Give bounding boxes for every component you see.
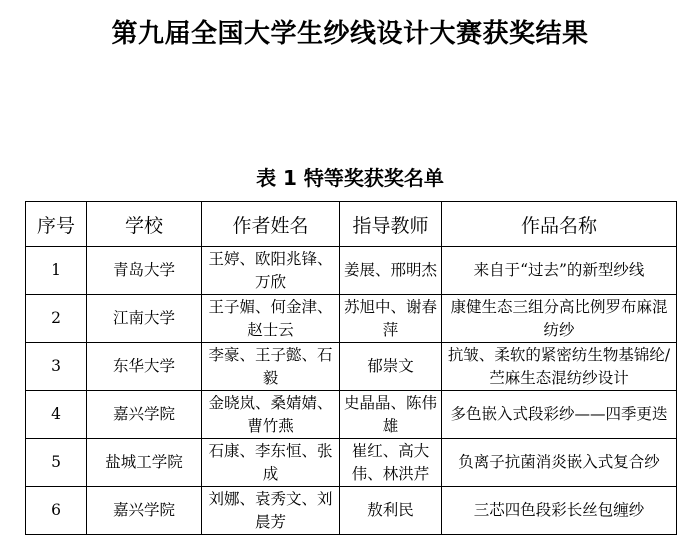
table-row (26, 391, 677, 439)
cell-no: 4 (26, 391, 87, 439)
table-row (26, 487, 677, 535)
table-caption: 表 1 特等奖获奖名单 (256, 166, 444, 190)
cell-no: 5 (26, 439, 87, 487)
cell-no: 1 (26, 247, 87, 295)
cell-author: 刘娜、袁秀文、刘晨芳 (202, 487, 340, 535)
table-row (26, 343, 677, 391)
awards-table (25, 201, 677, 535)
cell-author: 石康、李东恒、张成 (202, 439, 340, 487)
cell-author: 王子媚、何金津、赵士云 (202, 295, 340, 343)
cell-author: 金晓岚、桑婧婧、曹竹燕 (202, 391, 340, 439)
cell-work: 三芯四色段彩长丝包缠纱 (442, 487, 677, 535)
header-work: 作品名称 (442, 202, 677, 247)
cell-advisor: 崔红、高大伟、林洪芹 (340, 439, 442, 487)
cell-advisor: 苏旭中、谢春萍 (340, 295, 442, 343)
table-header-row (26, 202, 677, 247)
cell-author: 李豪、王子懿、石毅 (202, 343, 340, 391)
cell-school: 嘉兴学院 (87, 487, 202, 535)
cell-advisor: 敖利民 (340, 487, 442, 535)
cell-advisor: 姜展、邢明杰 (340, 247, 442, 295)
cell-school: 盐城工学院 (87, 439, 202, 487)
header-school: 学校 (87, 202, 202, 247)
cell-no: 6 (26, 487, 87, 535)
cell-school: 嘉兴学院 (87, 391, 202, 439)
cell-school: 东华大学 (87, 343, 202, 391)
cell-advisor: 郁崇文 (340, 343, 442, 391)
cell-school: 江南大学 (87, 295, 202, 343)
cell-work: 康健生态三组分高比例罗布麻混纺纱 (442, 295, 677, 343)
cell-advisor: 史晶晶、陈伟雄 (340, 391, 442, 439)
cell-no: 2 (26, 295, 87, 343)
header-author: 作者姓名 (202, 202, 340, 247)
header-no: 序号 (26, 202, 87, 247)
cell-work: 抗皱、柔软的紧密纺生物基锦纶/苎麻生态混纺纱设计 (442, 343, 677, 391)
cell-work: 来自于“过去”的新型纱线 (442, 247, 677, 295)
table-row (26, 439, 677, 487)
cell-author: 王婷、欧阳兆锋、万欣 (202, 247, 340, 295)
cell-school: 青岛大学 (87, 247, 202, 295)
cell-work: 负离子抗菌消炎嵌入式复合纱 (442, 439, 677, 487)
header-advisor: 指导教师 (340, 202, 442, 247)
table-row (26, 295, 677, 343)
cell-work: 多色嵌入式段彩纱——四季更迭 (442, 391, 677, 439)
cell-no: 3 (26, 343, 87, 391)
page-title: 第九届全国大学生纱线设计大赛获奖结果 (111, 19, 589, 49)
table-row (26, 247, 677, 295)
